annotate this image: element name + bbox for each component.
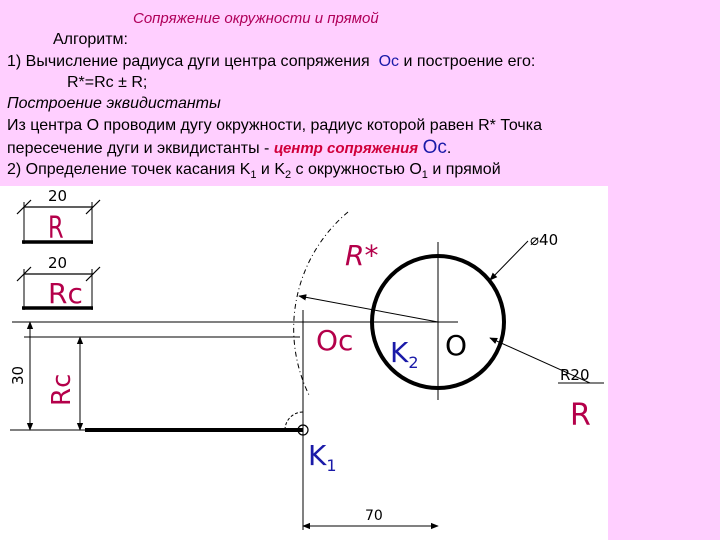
step1-oc: Ос <box>378 53 400 70</box>
center-highlight: центр сопряжения <box>273 140 419 157</box>
r-dim-value: 20 <box>48 187 68 205</box>
r20-label: R20 <box>560 366 590 384</box>
step2-mid2: с окружностью O <box>291 161 422 178</box>
oc-label: Oc <box>316 324 354 357</box>
rc-dim-value: 20 <box>48 254 68 272</box>
step1-tail: и построение его: <box>403 53 536 70</box>
step2-pre: 2) Определение точек касания K <box>7 161 251 178</box>
equidistant-heading: Построение эквидистанты <box>7 95 221 112</box>
vertical-dim-value: 30 <box>9 365 27 385</box>
k2-letter: K <box>390 336 409 369</box>
step2-o1-sub: 1 <box>421 169 428 182</box>
page-title: Сопряжение окружности и прямой <box>133 10 379 27</box>
step2-k2-sub: 2 <box>284 169 292 182</box>
k2-sub: 2 <box>408 353 419 372</box>
r-bottom-label: R <box>570 398 591 433</box>
center-oc: Ос <box>422 137 447 158</box>
step2-mid: и K <box>256 161 285 178</box>
center-definition-tail: . <box>446 140 452 157</box>
formula: R*=Rc ± R; <box>67 74 148 91</box>
k1-letter: K <box>308 439 327 472</box>
drawing-area <box>0 186 608 540</box>
rc-legend-label: Rc <box>48 277 83 310</box>
center-definition-pre: пересечение дуги и эквидистанты - <box>7 140 274 157</box>
step1-label: 1) Вычисление радиуса дуги центра сопряжения <box>7 53 370 70</box>
o-label: O <box>445 329 468 362</box>
r-legend-label: R <box>48 210 64 246</box>
bottom-dim-value: 70 <box>365 508 383 524</box>
k1-sub: 1 <box>326 456 337 475</box>
algorithm-heading: Алгоритм: <box>53 31 128 48</box>
r-star-label: R* <box>345 239 379 272</box>
step-description: Из центра О проводим дугу окружности, радиус которой равен R* Точка <box>7 117 542 134</box>
step2-k1-sub: 1 <box>250 169 257 182</box>
rc-vertical-label: Rc <box>47 373 77 406</box>
diameter-label: ⌀40 <box>530 231 559 249</box>
step2-tail: и прямой <box>427 161 501 178</box>
